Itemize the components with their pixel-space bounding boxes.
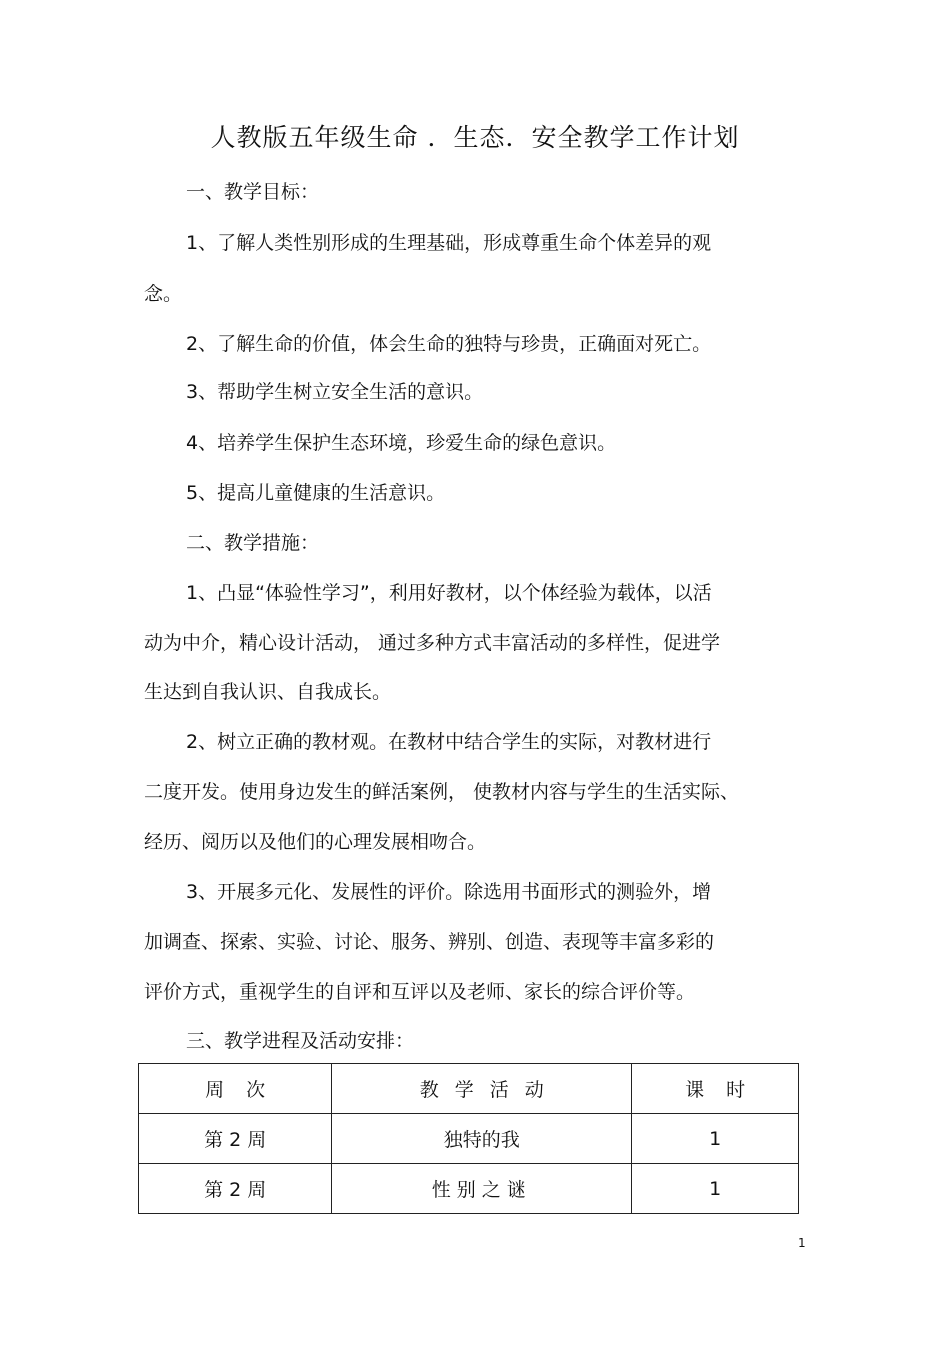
section-heading-measures: 二、教学措施：	[186, 532, 320, 554]
cell-activity: 独特的我	[332, 1114, 632, 1164]
measure-2-cont2: 经历、阅历以及他们的心理发展相吻合。	[144, 831, 487, 853]
header-activity: 教学活动	[332, 1064, 632, 1114]
page-number: 1	[798, 1236, 806, 1250]
cell-week: 第 2 周	[139, 1164, 332, 1214]
table-row	[139, 1164, 799, 1214]
measure-2: 2、树立正确的教材观。在教材中结合学生的实际，对教材进行	[186, 731, 712, 753]
measure-2-cont: 二度开发。使用身边发生的鲜活案例， 使教材内容与学生的生活实际、	[144, 781, 740, 803]
table-header-row	[139, 1064, 799, 1114]
section-heading-schedule: 三、教学进程及活动安排：	[186, 1030, 415, 1052]
measure-1: 1、凸显“体验性学习”，利用好教材，以个体经验为载体，以活	[186, 582, 712, 604]
cell-week: 第 2 周	[139, 1114, 332, 1164]
header-hours: 课时	[632, 1064, 799, 1114]
goal-1: 1、了解人类性别形成的生理基础，形成尊重生命个体差异的观	[186, 232, 712, 254]
goal-1-cont: 念。	[144, 283, 183, 305]
measure-3: 3、开展多元化、发展性的评价。除选用书面形式的测验外，增	[186, 881, 712, 903]
goal-2: 2、了解生命的价值，体会生命的独特与珍贵，正确面对死亡。	[186, 333, 712, 355]
cell-hours: 1	[632, 1164, 799, 1214]
cell-activity: 性别之谜	[332, 1164, 632, 1214]
section-heading-goals: 一、教学目标：	[186, 181, 320, 203]
measure-3-cont2: 评价方式，重视学生的自评和互评以及老师、家长的综合评价等。	[144, 981, 696, 1003]
table-row	[139, 1114, 799, 1164]
measure-1-cont2: 生达到自我认识、自我成长。	[144, 681, 392, 703]
goal-5: 5、提高儿童健康的生活意识。	[186, 482, 446, 504]
measure-3-cont: 加调查、探索、实验、讨论、服务、辨别、创造、表现等丰富多彩的	[144, 931, 715, 953]
cell-hours: 1	[632, 1114, 799, 1164]
goal-3: 3、帮助学生树立安全生活的意识。	[186, 381, 484, 403]
header-week: 周次	[139, 1064, 332, 1114]
schedule-table	[138, 1063, 799, 1214]
measure-1-cont: 动为中介，精心设计活动， 通过多种方式丰富活动的多样性，促进学	[144, 632, 721, 654]
document-title: 人教版五年级生命 ．生态．安全教学工作计划	[210, 123, 740, 152]
goal-4: 4、培养学生保护生态环境，珍爱生命的绿色意识。	[186, 432, 617, 454]
